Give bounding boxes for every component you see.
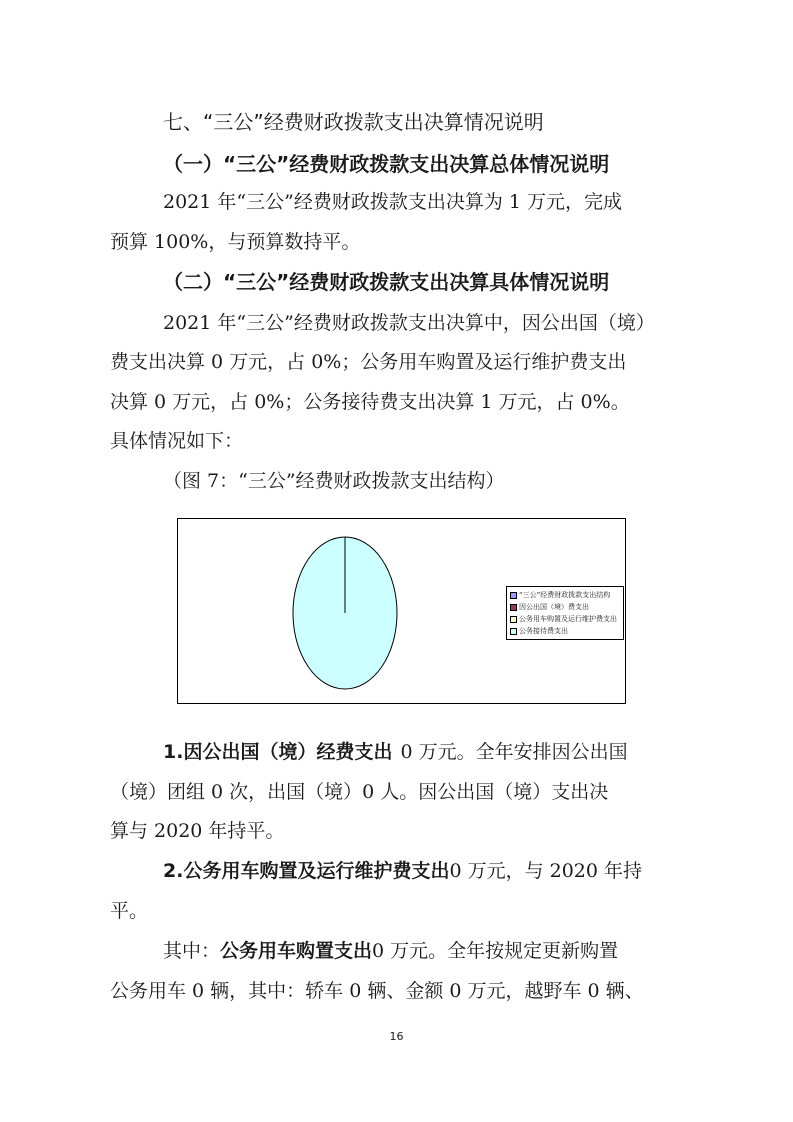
- paragraph-line: 预算 100%，与预算数持平。: [110, 231, 361, 253]
- item-3-heading: 公务用车购置支出: [220, 940, 373, 962]
- item-1-heading: 1.因公出国（境）经费支出: [163, 741, 393, 763]
- paragraph-line: 算与 2020 年持平。: [110, 820, 285, 842]
- item-1-text: 0 万元。全年安排因公出国: [400, 741, 628, 763]
- paragraph-line: （境）团组 0 次，出国（境）0 人。因公出国（境）支出决: [110, 781, 609, 803]
- subsection-title-2: （二）“三公”经费财政拨款支出决算具体情况说明: [163, 270, 610, 294]
- legend-item: [510, 627, 568, 636]
- legend-swatch: [510, 592, 517, 599]
- item-1: [163, 740, 628, 764]
- legend-item: [510, 615, 617, 624]
- page-number: 16: [389, 1030, 404, 1043]
- subsection-title-1: （一）“三公”经费财政拨款支出决算总体情况说明: [163, 152, 610, 176]
- legend-label: “三公”经费财政拨款支出结构: [519, 591, 611, 599]
- item-3-text: 0 万元。全年按规定更新购置: [372, 940, 619, 962]
- item-3-prefix: 其中：: [163, 940, 221, 962]
- legend-label: 因公出国（境）费支出: [519, 603, 589, 611]
- legend-swatch: [510, 616, 517, 623]
- paragraph-line: 2021 年“三公”经费财政拨款支出决算为 1 万元，完成: [163, 191, 622, 213]
- pie-chart: [177, 518, 626, 704]
- legend-swatch: [510, 628, 517, 635]
- paragraph-line: 公务用车 0 辆，其中：轿车 0 辆、金额 0 万元，越野车 0 辆、: [110, 980, 644, 1002]
- legend-item: [510, 603, 589, 612]
- paragraph-line: 具体情况如下：: [110, 430, 244, 452]
- figure-caption: （图 7：“三公”经费财政拨款支出结构）: [163, 470, 505, 492]
- chart-legend: [506, 586, 624, 640]
- legend-label: 公务接待费支出: [519, 627, 568, 635]
- legend-swatch: [510, 604, 517, 611]
- paragraph-line: 费支出决算 0 万元，占 0%；公务用车购置及运行维护费支出: [110, 351, 627, 373]
- paragraph-line: 决算 0 万元，占 0%；公务接待费支出决算 1 万元，占 0%。: [110, 391, 630, 413]
- paragraph-line: 平。: [110, 900, 149, 922]
- legend-label: 公务用车购置及运行维护费支出: [519, 615, 617, 623]
- legend-item: [510, 591, 610, 600]
- paragraph-line: 2021 年“三公”经费财政拨款支出决算中，因公出国（境）: [163, 312, 655, 334]
- item-3: [163, 939, 618, 963]
- section-title: 七、“三公”经费财政拨款支出决算情况说明: [163, 110, 544, 134]
- item-2: [163, 859, 642, 883]
- item-2-text: 0 万元，与 2020 年持: [449, 860, 643, 882]
- item-2-heading: 2.公务用车购置及运行维护费支出: [163, 860, 450, 882]
